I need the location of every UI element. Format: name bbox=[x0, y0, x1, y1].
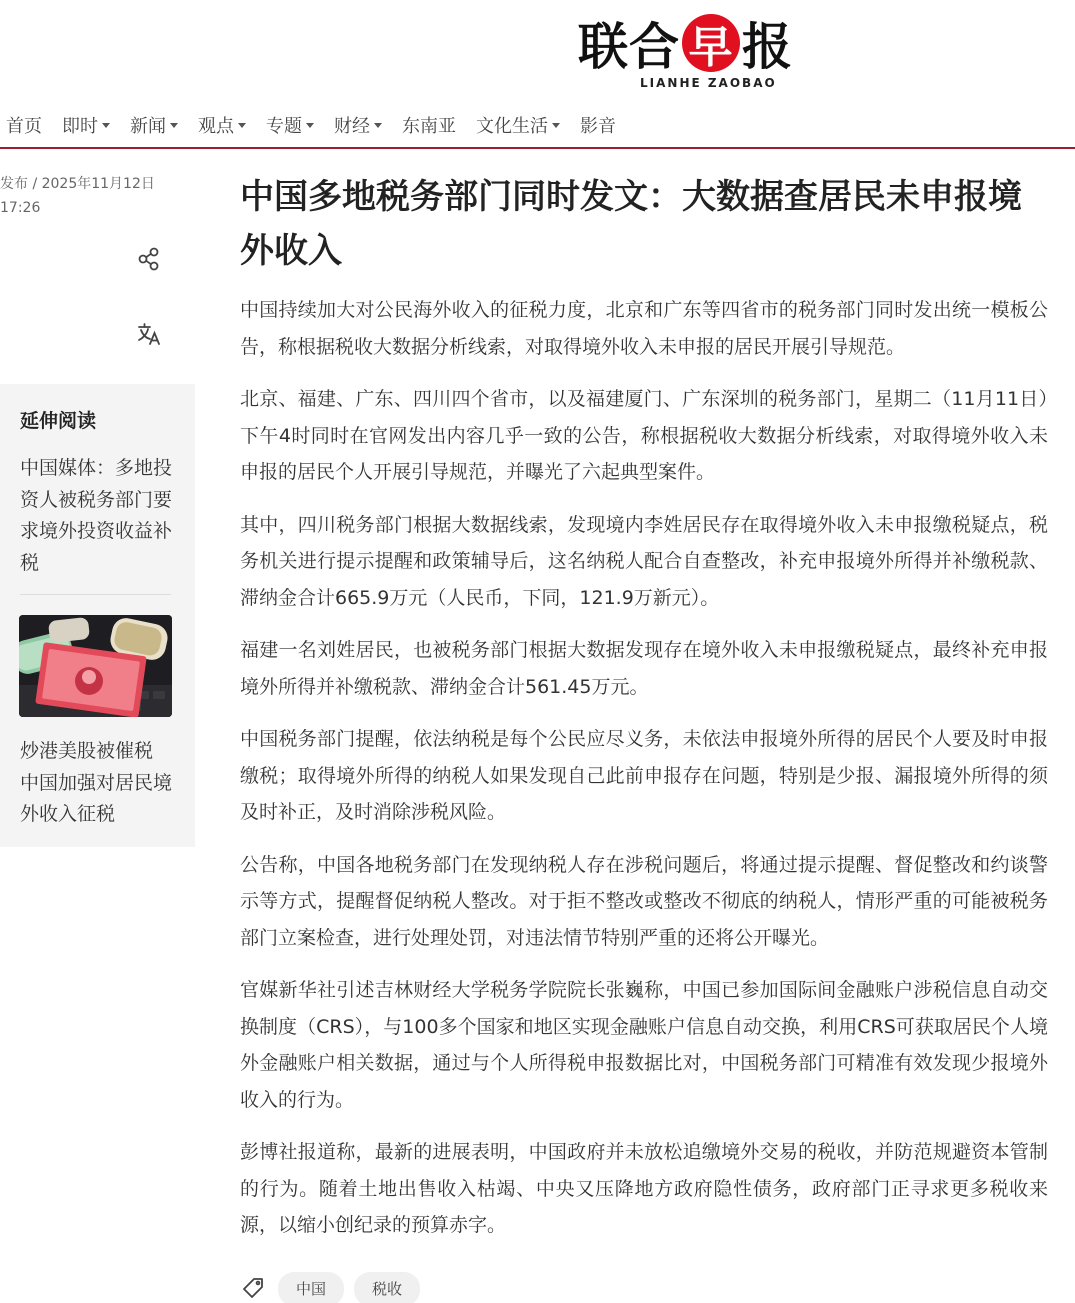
translate-icon[interactable] bbox=[135, 320, 163, 348]
related-reading-panel bbox=[0, 384, 195, 847]
nav-label: 文化生活 bbox=[476, 115, 548, 137]
logo-text-part2: 报 bbox=[742, 17, 793, 76]
nav-item-lifestyle[interactable] bbox=[476, 112, 560, 138]
article-paragraph: 公告称，中国各地税务部门在发现纳税人存在涉税问题后，将通过提示提醒、督促整改和约谈警示等方式，提醒督促纳税人整改。对于拒不整改或整改不彻底的纳税人，情形严重的可能被税务部门立案检查，进行处理处罚，对违法情节特别严重的还将公开曝光。 bbox=[240, 853, 1048, 949]
logo-text-part1: 联合 bbox=[578, 17, 680, 76]
nav-label: 影音 bbox=[580, 115, 616, 137]
related-reading-title: 延伸阅读 bbox=[20, 410, 97, 432]
publish-date bbox=[0, 172, 175, 220]
nav-label: 专题 bbox=[266, 115, 302, 137]
article-paragraph: 福建一名刘姓居民，也被税务部门根据大数据发现存在境外收入未申报缴税疑点，最终补充申报境外所得并补缴税款、滞纳金合计561.45万元。 bbox=[240, 639, 1048, 698]
nav-item-news[interactable] bbox=[130, 112, 178, 138]
article-title: 中国多地税务部门同时发文：大数据查居民未申报境外收入 bbox=[240, 177, 1022, 271]
publish-date-line1: 发布 / 2025年11月12日 bbox=[0, 176, 155, 192]
related-article-link[interactable]: 中国媒体：多地投资人被税务部门要求境外投资收益补税 bbox=[20, 457, 173, 574]
article-paragraph: 官媒新华社引述吉林财经大学税务学院院长张巍称，中国已参加国际间金融账户涉税信息自动交换制度（CRS），与100多个国家和地区实现金融账户信息自动交换，利用CRS可获取居民个人境外金融账户相关数据，通过与个人所得税申报数据比对，中国税务部门可精准有效发现少报境外收入的行为。 bbox=[240, 979, 1048, 1111]
article-body bbox=[240, 292, 1048, 1260]
related-article-link[interactable]: 炒港美股被催税 中国加强对居民境外收入征税 bbox=[20, 740, 173, 825]
article-paragraph: 北京、福建、广东、四川四个省市，以及福建厦门、广东深圳的税务部门，星期二（11月11日）下午4时同时在官网发出内容几乎一致的公告，称根据税收大数据分析线索，对取得境外收入未申报的居民个人开展引导规范，并曝光了六起典型案件。 bbox=[240, 388, 1048, 483]
tag-china[interactable]: 中国 bbox=[278, 1272, 344, 1303]
main-nav bbox=[0, 102, 1075, 149]
chevron-down-icon bbox=[374, 123, 382, 128]
chevron-down-icon bbox=[170, 123, 178, 128]
nav-label: 东南亚 bbox=[402, 115, 456, 137]
publish-date-line2: 17:26 bbox=[0, 200, 41, 216]
nav-item-realtime[interactable] bbox=[62, 112, 110, 138]
logo-red-circle: 早 bbox=[682, 14, 740, 72]
chevron-down-icon bbox=[552, 123, 560, 128]
nav-label: 观点 bbox=[198, 115, 234, 137]
chevron-down-icon bbox=[238, 123, 246, 128]
logo-subtitle: LIANHE ZAOBAO bbox=[640, 76, 777, 90]
article-paragraph: 彭博社报道称，最新的进展表明，中国政府并未放松追缴境外交易的税收，并防范规避资本管制的行为。随着土地出售收入枯竭、中央又压降地方政府隐性债务，政府部门正寻求更多税收来源，以缩小创纪录的预算赤字。 bbox=[240, 1141, 1048, 1236]
logo-wordmark bbox=[578, 10, 793, 76]
tag-icon bbox=[240, 1276, 266, 1302]
nav-label: 新闻 bbox=[130, 115, 166, 137]
nav-item-special[interactable] bbox=[266, 112, 314, 138]
nav-label: 即时 bbox=[62, 115, 98, 137]
nav-item-finance[interactable] bbox=[334, 112, 382, 138]
nav-label: 财经 bbox=[334, 115, 370, 137]
article-tags bbox=[240, 1272, 430, 1303]
nav-item-southeast-asia[interactable] bbox=[402, 112, 456, 138]
chevron-down-icon bbox=[306, 123, 314, 128]
article-paragraph: 中国税务部门提醒，依法纳税是每个公民应尽义务，未依法申报境外所得的居民个人要及时申报缴税；取得境外所得的纳税人如果发现自己此前申报存在问题，特别是少报、漏报境外所得的须及时补正，及时消除涉税风险。 bbox=[240, 728, 1048, 823]
nav-item-home[interactable] bbox=[6, 112, 42, 138]
nav-item-video[interactable] bbox=[580, 112, 616, 138]
nav-item-opinion[interactable] bbox=[198, 112, 246, 138]
article-paragraph: 其中，四川税务部门根据大数据线索，发现境内李姓居民存在取得境外收入未申报缴税疑点，税务机关进行提示提醒和政策辅导后，这名纳税人配合自查整改，补充申报境外所得并补缴税款、滞纳金合计665.9万元（人民币，下同，121.9万新元）。 bbox=[240, 513, 1048, 609]
site-logo[interactable] bbox=[578, 10, 828, 92]
chevron-down-icon bbox=[102, 123, 110, 128]
nav-label: 首页 bbox=[6, 115, 42, 137]
tag-tax[interactable]: 税收 bbox=[354, 1272, 420, 1303]
divider bbox=[20, 594, 171, 595]
article-paragraph: 中国持续加大对公民海外收入的征税力度，北京和广东等四省市的税务部门同时发出统一模板公告，称根据税收大数据分析线索，对取得境外收入未申报的居民开展引导规范。 bbox=[240, 299, 1048, 358]
related-article-thumbnail[interactable] bbox=[19, 615, 172, 717]
share-icon[interactable] bbox=[135, 245, 163, 273]
